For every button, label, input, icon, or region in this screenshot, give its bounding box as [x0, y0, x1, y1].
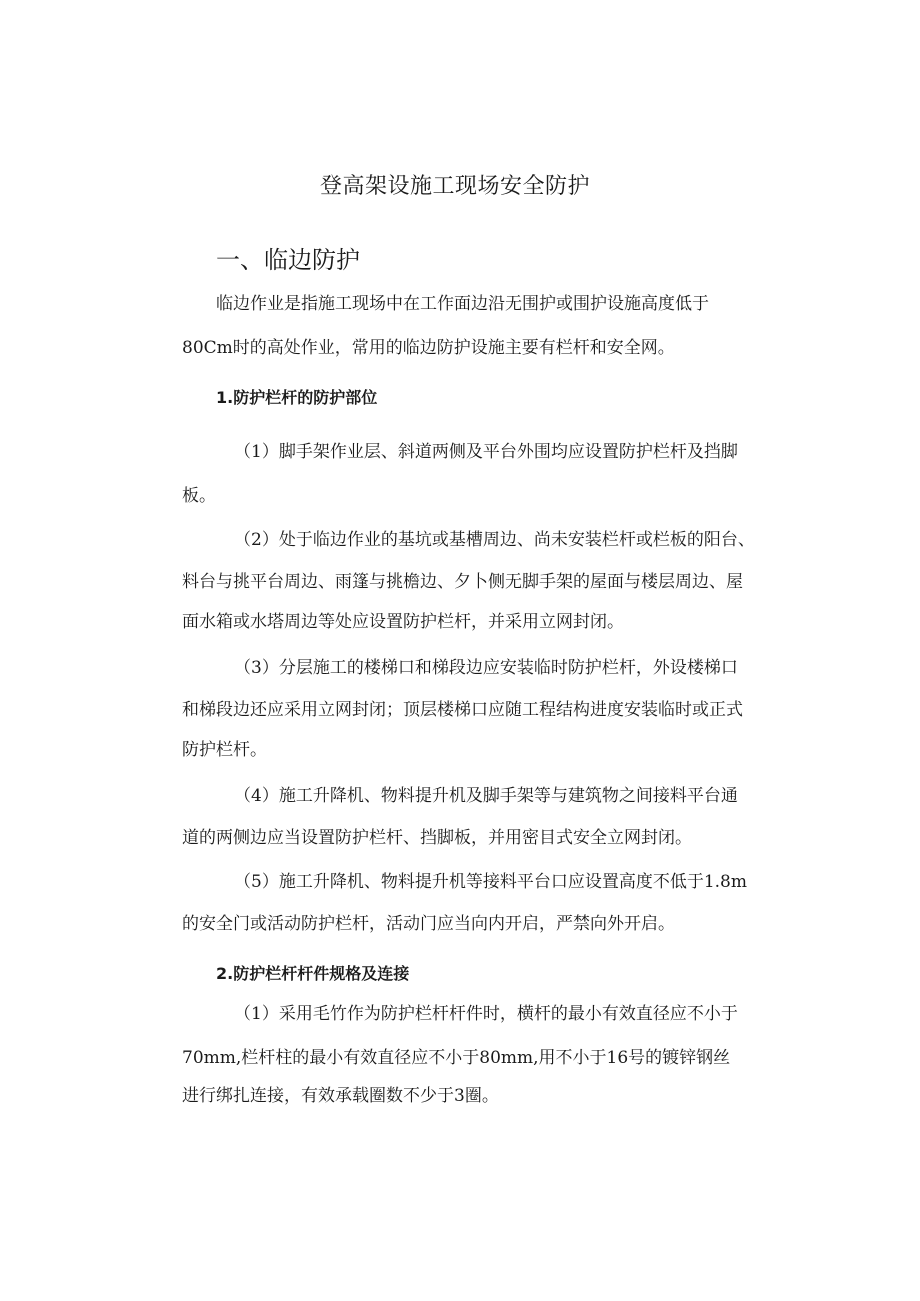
item-2-line-2: 料台与挑平台周边、雨篷与挑檐边、夕卜侧无脚手架的屋面与楼层周边、屋	[182, 572, 743, 592]
section-heading-edge-protection: 一、临边防护	[216, 246, 360, 274]
sub2-item-1-line-1: （1）采用毛竹作为防护栏杆杆件时，横杆的最小有效直径应不小于	[234, 1004, 738, 1024]
intro-line-1: 临边作业是指施工现场中在工作面边沿无围护或围护设施高度低于	[216, 294, 709, 314]
subsection-heading-2: 2.防护栏杆杆件规格及连接	[216, 964, 410, 983]
item-2-line-1: （2）处于临边作业的基坑或基槽周边、尚未安装栏杆或栏板的阳台、	[234, 530, 755, 550]
sub2-item-1-line-3: 进行绑扎连接，有效承载圈数不少于3圈。	[182, 1086, 499, 1106]
sub2-item-1-line-2: 70mm,栏杆柱的最小有效直径应不小于80mm,用不小于16号的镀锌钢丝	[182, 1048, 731, 1068]
item-3-line-2: 和梯段边还应采用立网封闭；顶层楼梯口应随工程结构进度安装临时或正式	[182, 700, 743, 720]
item-1-line-1: （1）脚手架作业层、斜道两侧及平台外围均应设置防护栏杆及挡脚	[234, 442, 738, 462]
item-5-line-2: 的安全门或活动防护栏杆，活动门应当向内开启，严禁向外开启。	[182, 914, 675, 934]
item-2-line-3: 面水箱或水塔周边等处应设置防护栏杆，并采用立网封闭。	[182, 612, 624, 632]
item-3-line-3: 防护栏杆。	[182, 740, 267, 760]
item-1-line-2: 板。	[182, 486, 216, 506]
intro-line-2: 80Cm时的高处作业，常用的临边防护设施主要有栏杆和安全网。	[182, 338, 675, 358]
document-title: 登高架设施工现场安全防护	[320, 174, 591, 199]
subsection-heading-1: 1.防护栏杆的防护部位	[216, 388, 378, 407]
item-5-line-1: （5）施工升降机、物料提升机等接料平台口应设置高度不低于1.8m	[234, 872, 747, 892]
item-3-line-1: （3）分层施工的楼梯口和梯段边应安装临时防护栏杆，外设楼梯口	[234, 658, 738, 678]
item-4-line-1: （4）施工升降机、物料提升机及脚手架等与建筑物之间接料平台通	[234, 786, 738, 806]
item-4-line-2: 道的两侧边应当设置防护栏杆、挡脚板，并用密目式安全立网封闭。	[182, 828, 692, 848]
